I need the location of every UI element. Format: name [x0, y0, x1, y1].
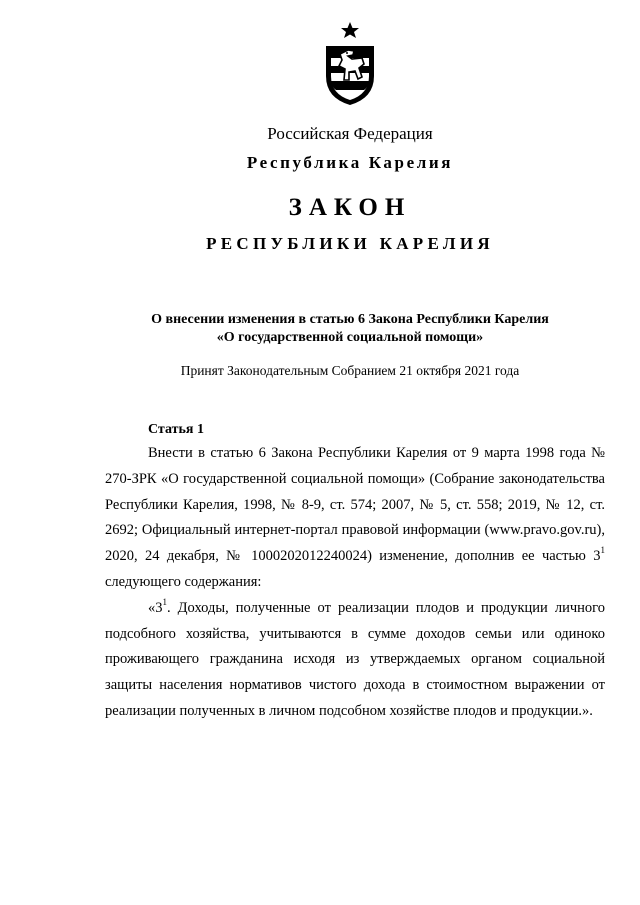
paragraph-1-tail: следующего содержания:	[105, 573, 262, 590]
article-paragraph-2	[105, 596, 605, 725]
law-subheading: РЕСПУБЛИКИ КАРЕЛИЯ	[206, 234, 494, 253]
law-heading: ЗАКОН	[288, 194, 412, 221]
coat-of-arms-icon	[318, 20, 382, 106]
paragraph-2-open: «3	[148, 599, 163, 616]
superscript-2: 1	[162, 596, 167, 607]
superscript-1: 1	[600, 545, 605, 556]
country-name: Российская Федерация	[267, 124, 433, 143]
article-body	[105, 441, 605, 725]
law-title-line-1: О внесении изменения в статью 6 Закона Республики Карелия	[151, 312, 549, 327]
paragraph-2-text: . Доходы, полученные от реализации плодов и продукции личного подсобного хозяйства, учитываются в сумме доходов семьи или одиноко проживающего гражданина исходя из утверждаемых органом социальной защиты населения нормативов чистого дохода в стоимостном выражении от реализации полученных в личном подсобном хозяйстве плодов и продукции.».	[105, 599, 605, 719]
law-title-line-2: «О государственной социальной помощи»	[216, 330, 484, 345]
law-title	[0, 311, 640, 347]
article-paragraph-1	[105, 441, 605, 596]
republic-name: Республика Карелия	[246, 153, 454, 172]
paragraph-1-text: Внести в статью 6 Закона Республики Карелия от 9 марта 1998 года № 270-ЗРК «О государственной социальной помощи» (Собрание законодательства Республики Карелия, 1998, № 8-9, ст. 574; 2007, № 5, ст. 558; 2019, № 12, ст. 2692; Официальный интернет-портал правовой информации (www.pravo.gov.ru), 2020, 24 декабря, № 1000202012240024) изменение, дополнив ее частью 3	[105, 445, 605, 565]
adoption-note: Принят Законодательным Собранием 21 октября 2021 года	[180, 363, 520, 378]
article-heading: Статья 1	[148, 422, 204, 437]
